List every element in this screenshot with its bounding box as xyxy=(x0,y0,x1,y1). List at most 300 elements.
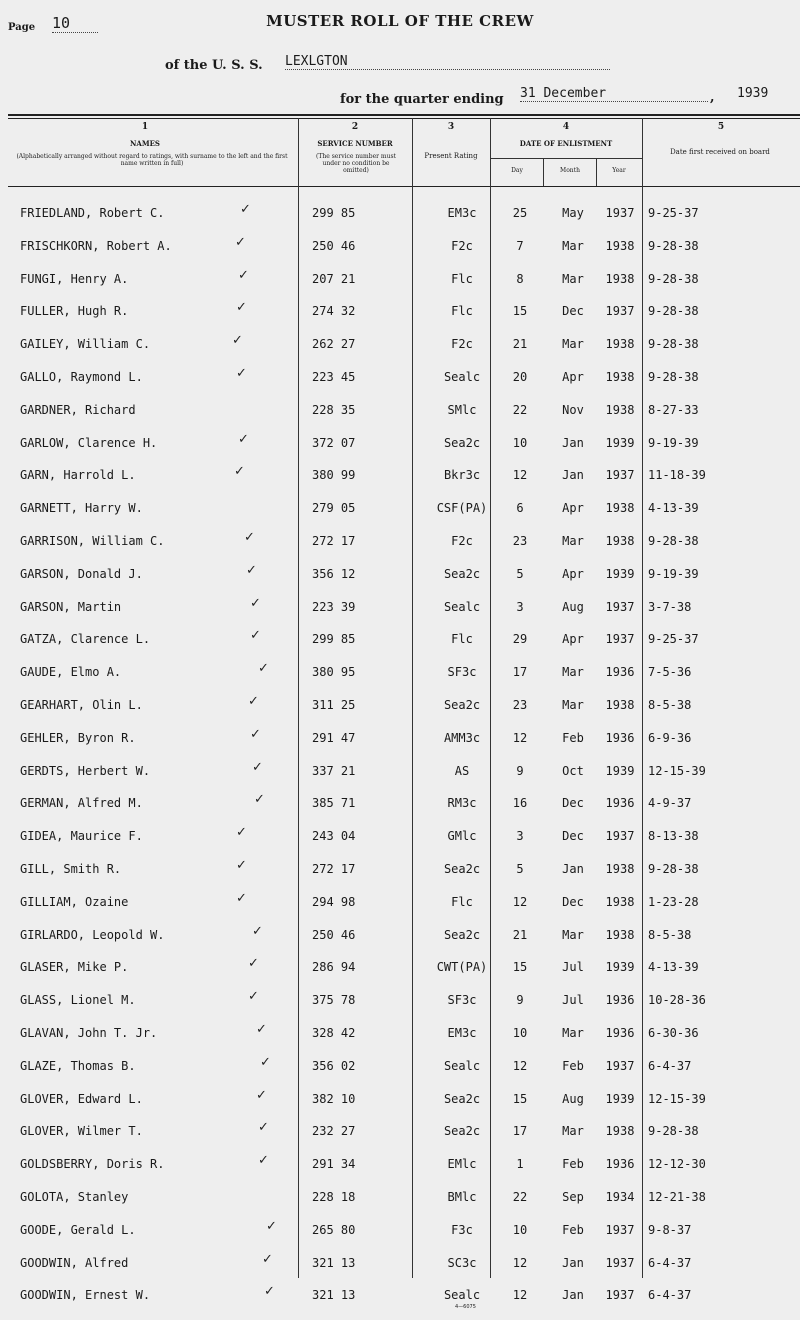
enlistment-year: 1937 xyxy=(605,206,635,220)
present-rating: Sealc xyxy=(443,1288,481,1303)
enlistment-year: 1938 xyxy=(605,927,635,942)
header-rule-bottom xyxy=(8,186,800,187)
table-row xyxy=(0,661,800,697)
table-row xyxy=(0,825,800,861)
enlistment-day: 17 xyxy=(512,1124,528,1139)
present-rating: EMlc xyxy=(447,1157,477,1172)
enlistment-year: 1938 xyxy=(605,894,635,909)
service-number: 265 80 xyxy=(312,1222,356,1237)
enlistment-day: 9 xyxy=(516,763,524,778)
table-row xyxy=(0,1022,800,1058)
service-number: 207 21 xyxy=(312,271,356,286)
enlistment-year: 1938 xyxy=(605,370,635,384)
enlistment-year: 1938 xyxy=(605,501,635,516)
enlistment-month: May xyxy=(562,206,584,220)
table-row xyxy=(0,1284,800,1320)
date-received: 8-27-33 xyxy=(648,402,699,417)
present-rating: F2c xyxy=(451,337,473,352)
enlistment-day: 12 xyxy=(512,1058,528,1073)
crew-name: GAUDE, Elmo A. xyxy=(20,665,122,680)
enlistment-month: Feb xyxy=(562,730,584,745)
crew-name: FUNGI, Henry A. xyxy=(20,271,129,286)
enlistment-day: 16 xyxy=(512,796,528,811)
service-number: 380 99 xyxy=(312,468,356,483)
check-mark-icon: ✓ xyxy=(248,694,259,709)
enlistment-day: 10 xyxy=(512,1222,528,1237)
date-received: 11-18-39 xyxy=(648,468,706,483)
date-received: 6-9-36 xyxy=(648,730,692,745)
table-row xyxy=(0,202,800,238)
present-rating: Flc xyxy=(451,894,473,909)
enlistment-month: Mar xyxy=(562,238,584,253)
date-received: 12-12-30 xyxy=(648,1157,706,1172)
enlistment-year: 1937 xyxy=(605,1222,635,1237)
enlistment-year: 1939 xyxy=(605,566,635,581)
present-rating: Flc xyxy=(451,271,473,286)
enlistment-day: 20 xyxy=(512,370,528,384)
subheader-rule xyxy=(490,158,642,159)
enlistment-year: 1936 xyxy=(605,730,635,745)
table-row xyxy=(0,234,800,271)
enlistment-year: 1937 xyxy=(605,1288,635,1303)
enlistment-day: 3 xyxy=(516,599,524,614)
enlistment-month: Jan xyxy=(562,862,584,876)
enlistment-day: 17 xyxy=(512,665,528,680)
crew-name: GAILEY, William C. xyxy=(20,337,151,352)
crew-name: GIRLARDO, Leopold W. xyxy=(20,927,165,942)
present-rating: CWT(PA) xyxy=(436,960,488,975)
enlistment-month: Apr xyxy=(562,632,584,647)
date-received: 4-13-39 xyxy=(648,501,699,516)
enlistment-day: 22 xyxy=(512,1190,528,1204)
present-rating: SC3c xyxy=(447,1255,477,1270)
enlistment-month: Jul xyxy=(562,960,584,975)
enlistment-year: 1938 xyxy=(605,402,635,417)
table-row xyxy=(0,300,800,336)
date-received: 10-28-36 xyxy=(648,993,706,1008)
date-received: 4-13-39 xyxy=(648,960,699,975)
service-number: 223 45 xyxy=(312,370,356,384)
service-number: 279 05 xyxy=(312,501,356,516)
enlistment-day: 23 xyxy=(512,698,528,712)
date-received: 9-28-38 xyxy=(648,862,699,876)
table-row xyxy=(0,431,800,468)
present-rating: Sea2c xyxy=(443,566,481,581)
enlistment-year: 1938 xyxy=(605,534,635,548)
enlistment-year: 1938 xyxy=(605,862,635,876)
present-rating: CSF(PA) xyxy=(436,501,488,516)
enlistment-month: Feb xyxy=(562,1157,584,1172)
enlistment-day: 10 xyxy=(512,435,528,450)
enlistment-month: Dec xyxy=(562,304,584,319)
enlistment-month: Nov xyxy=(562,402,584,417)
service-number: 299 85 xyxy=(312,632,356,647)
crew-name: GLASS, Lionel M. xyxy=(20,993,136,1008)
service-number: 382 10 xyxy=(312,1091,356,1106)
present-rating: F2c xyxy=(451,534,473,548)
enlistment-day: 3 xyxy=(516,829,524,844)
quarter-label: for the quarter ending xyxy=(340,92,504,107)
service-number: 356 02 xyxy=(312,1058,356,1073)
enlistment-day: 25 xyxy=(512,206,528,220)
crew-name: GLAVAN, John T. Jr. xyxy=(20,1026,158,1040)
enlistment-day: 12 xyxy=(512,894,528,909)
check-mark-icon: ✓ xyxy=(240,202,251,217)
service-number: 228 35 xyxy=(312,402,356,417)
enlistment-day: 15 xyxy=(512,960,528,975)
table-row xyxy=(0,1153,800,1189)
table-row xyxy=(0,501,800,533)
present-rating: Sealc xyxy=(443,1058,481,1073)
enlistment-month: Feb xyxy=(562,1058,584,1073)
service-number: 299 85 xyxy=(312,206,356,220)
service-number: 337 21 xyxy=(312,763,356,778)
header-rule-top xyxy=(8,114,800,116)
present-rating: Flc xyxy=(451,632,473,647)
service-number: 262 27 xyxy=(312,337,356,352)
date-received: 9-28-38 xyxy=(648,370,699,384)
service-number: 291 47 xyxy=(312,730,356,745)
service-number: 372 07 xyxy=(312,435,356,450)
enlistment-month: Jul xyxy=(562,993,584,1008)
enlistment-year: 1938 xyxy=(605,238,635,253)
enlistment-month: Jan xyxy=(562,468,584,483)
table-row xyxy=(0,366,800,402)
service-number: 250 46 xyxy=(312,927,356,942)
col2-note: (The service number must under no condition be omitted) xyxy=(316,153,396,174)
enlistment-month: Jan xyxy=(562,1255,584,1270)
check-mark-icon: ✓ xyxy=(236,366,247,381)
enlistment-month: Dec xyxy=(562,829,584,844)
enlistment-year: 1937 xyxy=(605,1058,635,1073)
col5-title: Date first received on board xyxy=(670,148,770,156)
present-rating: GMlc xyxy=(447,829,477,844)
date-received: 4-9-37 xyxy=(648,796,692,811)
col3-number: 3 xyxy=(447,122,455,132)
check-mark-icon: ✓ xyxy=(236,890,247,906)
crew-name: FULLER, Hugh R. xyxy=(20,304,129,319)
check-mark-icon: ✓ xyxy=(234,464,245,480)
enlistment-year: 1939 xyxy=(605,1091,635,1106)
enlistment-month: Mar xyxy=(562,271,584,286)
check-mark-icon: ✓ xyxy=(250,595,261,611)
enlistment-day: 8 xyxy=(516,271,524,286)
check-mark-icon: ✓ xyxy=(266,1218,277,1234)
enlistment-year: 1936 xyxy=(605,1157,635,1172)
enlistment-year: 1937 xyxy=(605,829,635,844)
enlistment-month: Jan xyxy=(562,1288,584,1303)
enlistment-day: 12 xyxy=(512,730,528,745)
enlistment-year: 1936 xyxy=(605,796,635,811)
present-rating: Bkr3c xyxy=(443,468,481,483)
present-rating: BMlc xyxy=(447,1190,477,1204)
enlistment-year: 1938 xyxy=(605,1124,635,1139)
crew-name: GARDNER, Richard xyxy=(20,402,136,417)
crew-name: GLAZE, Thomas B. xyxy=(20,1058,136,1073)
date-received: 1-23-28 xyxy=(648,894,699,909)
date-received: 6-30-36 xyxy=(648,1026,699,1040)
enlistment-month: Mar xyxy=(562,698,584,712)
service-number: 328 42 xyxy=(312,1026,356,1040)
date-received: 7-5-36 xyxy=(648,665,692,680)
table-row xyxy=(0,759,800,796)
present-rating: Flc xyxy=(451,304,473,319)
table-row xyxy=(0,1218,800,1255)
check-mark-icon: ✓ xyxy=(250,628,261,644)
check-mark-icon: ✓ xyxy=(264,1284,275,1300)
present-rating: Sea2c xyxy=(443,862,481,876)
enlistment-day: 21 xyxy=(512,337,528,352)
enlistment-day: 1 xyxy=(516,1157,524,1172)
crew-name: GOODE, Gerald L. xyxy=(20,1222,136,1237)
present-rating: SF3c xyxy=(447,993,477,1008)
present-rating: RM3c xyxy=(447,796,477,811)
document-title: MUSTER ROLL OF THE CREW xyxy=(266,12,534,30)
enlistment-day: 7 xyxy=(516,238,524,253)
enlistment-month: Apr xyxy=(562,501,584,516)
present-rating: Sea2c xyxy=(443,1091,481,1106)
date-received: 6-4-37 xyxy=(648,1288,692,1303)
date-received: 9-28-38 xyxy=(648,238,699,253)
service-number: 223 39 xyxy=(312,599,356,614)
present-rating: Sea2c xyxy=(443,927,481,942)
crew-name: GOODWIN, Ernest W. xyxy=(20,1288,151,1303)
date-received: 9-28-38 xyxy=(648,304,699,319)
header-rule-second xyxy=(8,118,800,119)
check-mark-icon: ✓ xyxy=(235,234,246,250)
crew-name: GARSON, Donald J. xyxy=(20,566,143,581)
crew-name: GARLOW, Clarence H. xyxy=(20,435,158,450)
table-row xyxy=(0,1190,800,1222)
service-number: 380 95 xyxy=(312,665,356,680)
present-rating: Sea2c xyxy=(443,698,481,712)
enlistment-month: Mar xyxy=(562,337,584,352)
check-mark-icon: ✓ xyxy=(252,759,263,775)
present-rating: EM3c xyxy=(447,1026,477,1040)
table-row xyxy=(0,530,800,566)
crew-name: GOLDSBERRY, Doris R. xyxy=(20,1157,165,1172)
page-label: Page xyxy=(8,22,36,33)
check-mark-icon: ✓ xyxy=(262,1251,273,1267)
enlistment-day: 15 xyxy=(512,1091,528,1106)
present-rating: EM3c xyxy=(447,206,477,220)
enlistment-year: 1938 xyxy=(605,271,635,286)
table-row xyxy=(0,858,800,894)
enlistment-month: Jan xyxy=(562,435,584,450)
service-number: 385 71 xyxy=(312,796,356,811)
crew-name: GLOVER, Wilmer T. xyxy=(20,1124,143,1139)
table-row xyxy=(0,890,800,927)
quarter-date: 31 December xyxy=(520,86,708,102)
table-row xyxy=(0,1120,800,1156)
enlistment-month: Apr xyxy=(562,566,584,581)
service-number: 228 18 xyxy=(312,1190,356,1204)
date-received: 8-5-38 xyxy=(648,698,692,712)
service-number: 272 17 xyxy=(312,862,356,876)
table-row xyxy=(0,595,800,632)
enlistment-year: 1937 xyxy=(605,1255,635,1270)
enlistment-month: Mar xyxy=(562,534,584,548)
crew-name: FRISCHKORN, Robert A. xyxy=(20,238,172,253)
enlistment-year: 1937 xyxy=(605,468,635,483)
enlistment-day: 21 xyxy=(512,927,528,942)
col2-number: 2 xyxy=(351,122,359,132)
enlistment-day: 5 xyxy=(516,566,524,581)
check-mark-icon: ✓ xyxy=(246,562,257,578)
crew-name: GIDEA, Maurice F. xyxy=(20,829,143,844)
enlistment-month: Aug xyxy=(562,1091,584,1106)
date-received: 9-19-39 xyxy=(648,435,699,450)
enlistment-year: 1938 xyxy=(605,698,635,712)
enlistment-day: 9 xyxy=(516,993,524,1008)
date-received: 9-28-38 xyxy=(648,271,699,286)
date-received: 6-4-37 xyxy=(648,1058,692,1073)
table-row xyxy=(0,267,800,304)
check-mark-icon: ✓ xyxy=(248,989,259,1005)
date-received: 12-15-39 xyxy=(648,1091,706,1106)
table-row xyxy=(0,1054,800,1091)
present-rating: F3c xyxy=(451,1222,473,1237)
table-row xyxy=(0,792,800,828)
date-received: 12-15-39 xyxy=(648,763,706,778)
check-mark-icon: ✓ xyxy=(236,858,247,873)
service-number: 311 25 xyxy=(312,698,356,712)
date-received: 8-13-38 xyxy=(648,829,699,844)
date-received: 9-28-38 xyxy=(648,534,699,548)
enlistment-year: 1938 xyxy=(605,337,635,352)
date-received: 9-19-39 xyxy=(648,566,699,581)
enlistment-month: Dec xyxy=(562,894,584,909)
enlistment-day: 22 xyxy=(512,402,528,417)
quarter-year: 1939 xyxy=(737,86,769,101)
check-mark-icon: ✓ xyxy=(236,825,247,841)
enlistment-month: Mar xyxy=(562,1026,584,1040)
enlistment-day: 6 xyxy=(516,501,524,516)
present-rating: SF3c xyxy=(447,665,477,680)
check-mark-icon: ✓ xyxy=(254,792,265,808)
service-number: 272 17 xyxy=(312,534,356,548)
present-rating: SMlc xyxy=(447,402,477,417)
crew-name: GEHLER, Byron R. xyxy=(20,730,136,745)
enlistment-day: 23 xyxy=(512,534,528,548)
enlistment-month: Dec xyxy=(562,796,584,811)
date-received: 3-7-38 xyxy=(648,599,692,614)
col4-title: DATE OF ENLISTMENT xyxy=(519,139,613,148)
enlistment-year: 1936 xyxy=(605,1026,635,1040)
enlistment-year: 1939 xyxy=(605,763,635,778)
table-row xyxy=(0,1087,800,1124)
service-number: 321 13 xyxy=(312,1255,356,1270)
check-mark-icon: ✓ xyxy=(236,300,247,316)
col1-note: (Alphabetically arranged without regard to ratings, with surname to the left and the first name written in full) xyxy=(16,153,288,167)
col1-title: NAMES xyxy=(130,139,160,148)
table-row xyxy=(0,989,800,1025)
service-number: 232 27 xyxy=(312,1124,356,1139)
date-received: 12-21-38 xyxy=(648,1190,706,1204)
enlistment-month: Feb xyxy=(562,1222,584,1237)
enlistment-month: Mar xyxy=(562,927,584,942)
enlistment-day: 10 xyxy=(512,1026,528,1040)
ship-name: LEXLGTON xyxy=(285,54,610,70)
service-number: 321 13 xyxy=(312,1288,356,1303)
enlistment-day: 15 xyxy=(512,304,528,319)
present-rating: Sea2c xyxy=(443,1124,481,1139)
col5-number: 5 xyxy=(717,122,725,132)
service-number: 274 32 xyxy=(312,304,356,319)
crew-name: GEARHART, Olin L. xyxy=(20,698,143,712)
crew-name: GILLIAM, Ozaine xyxy=(20,894,129,909)
service-number: 250 46 xyxy=(312,238,356,253)
col2-title: SERVICE NUMBER xyxy=(317,139,393,148)
table-row xyxy=(0,923,800,960)
page-number: 10 xyxy=(52,14,98,33)
service-number: 286 94 xyxy=(312,960,356,975)
check-mark-icon: ✓ xyxy=(252,923,263,939)
date-received: 9-8-37 xyxy=(648,1222,692,1237)
enlistment-month: Aug xyxy=(562,599,584,614)
enlistment-day: 29 xyxy=(512,632,528,647)
table-row xyxy=(0,694,800,730)
crew-name: GARSON, Martin xyxy=(20,599,122,614)
check-mark-icon: ✓ xyxy=(244,530,255,545)
present-rating: F2c xyxy=(451,238,473,253)
enlistment-month: Oct xyxy=(562,763,584,778)
enlistment-day: 12 xyxy=(512,1288,528,1303)
crew-name: GLASER, Mike P. xyxy=(20,960,129,975)
date-received: 9-25-37 xyxy=(648,206,699,220)
crew-name: GILL, Smith R. xyxy=(20,862,122,876)
check-mark-icon: ✓ xyxy=(256,1087,267,1103)
table-row xyxy=(0,562,800,599)
table-row xyxy=(0,333,800,369)
date-received: 9-28-38 xyxy=(648,1124,699,1139)
table-row xyxy=(0,956,800,992)
crew-name: GOLOTA, Stanley xyxy=(20,1190,129,1204)
check-mark-icon: ✓ xyxy=(238,267,249,283)
table-row xyxy=(0,403,800,435)
present-rating: Sealc xyxy=(443,599,481,614)
col4-day: Day xyxy=(511,167,523,174)
check-mark-icon: ✓ xyxy=(258,1153,269,1169)
present-rating: Sealc xyxy=(443,370,481,384)
enlistment-year: 1934 xyxy=(605,1190,635,1204)
enlistment-month: Mar xyxy=(562,665,584,680)
form-number: 4—6075 xyxy=(455,1304,476,1310)
date-received: 9-25-37 xyxy=(648,632,699,647)
col3-title: Present Rating xyxy=(424,152,478,160)
crew-name: GATZA, Clarence L. xyxy=(20,632,151,647)
enlistment-year: 1939 xyxy=(605,435,635,450)
date-received: 6-4-37 xyxy=(648,1255,692,1270)
crew-name: GERMAN, Alfred M. xyxy=(20,796,143,811)
table-row xyxy=(0,1251,800,1288)
crew-name: GERDTS, Herbert W. xyxy=(20,763,151,778)
service-number: 356 12 xyxy=(312,566,356,581)
enlistment-year: 1936 xyxy=(605,993,635,1008)
col4-year: Year xyxy=(612,167,626,174)
enlistment-day: 12 xyxy=(512,468,528,483)
crew-name: GARRISON, William C. xyxy=(20,534,165,548)
check-mark-icon: ✓ xyxy=(260,1054,271,1070)
crew-name: GARNETT, Harry W. xyxy=(20,501,143,516)
check-mark-icon: ✓ xyxy=(258,1120,269,1136)
check-mark-icon: ✓ xyxy=(250,726,261,742)
enlistment-day: 12 xyxy=(512,1255,528,1270)
service-number: 291 34 xyxy=(312,1157,356,1172)
enlistment-year: 1939 xyxy=(605,960,635,975)
enlistment-day: 5 xyxy=(516,862,524,876)
check-mark-icon: ✓ xyxy=(248,956,259,972)
